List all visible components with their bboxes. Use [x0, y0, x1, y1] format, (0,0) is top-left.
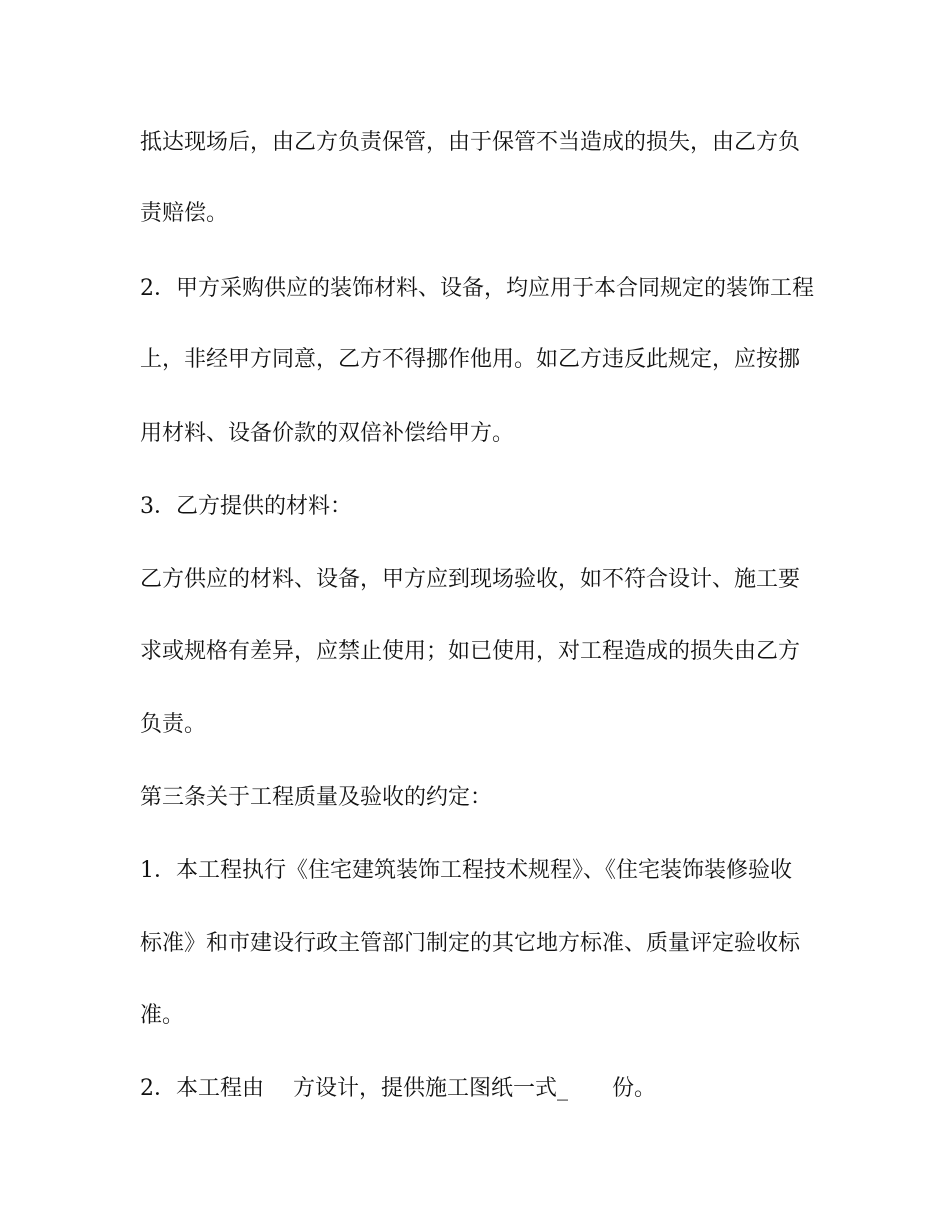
text-line-2: 责赔偿。 [140, 201, 229, 226]
section-heading: 第三条关于工程质量及验收的约定： [140, 785, 493, 810]
text-line-11: 1．本工程执行《住宅建筑装饰工程技术规程》、《住宅装饰装修验收 [140, 858, 792, 883]
text-line-3: 2．甲方采购供应的装饰材料、设备，均应用于本合同规定的装饰工程 [140, 276, 814, 301]
text-line-14: 2．本工程由 方设计，提供施工图纸一式_ 份。 [140, 1076, 656, 1101]
text-line-7: 乙方供应的材料、设备，甲方应到现场验收，如不符合设计、施工要 [140, 567, 801, 592]
text-line-6: 3．乙方提供的材料： [140, 494, 352, 519]
text-line-8: 求或规格有差异，应禁止使用；如已使用，对工程造成的损失由乙方 [140, 639, 801, 664]
text-line-13: 准。 [140, 1003, 185, 1028]
text-line-1: 抵达现场后，由乙方负责保管，由于保管不当造成的损失，由乙方负 [140, 130, 801, 155]
text-line-4: 上，非经甲方同意，乙方不得挪作他用。如乙方违反此规定，应按挪 [140, 347, 801, 372]
text-line-9: 负责。 [140, 712, 207, 737]
text-line-12: 标准》和市建设行政主管部门制定的其它地方标准、质量评定验收标 [140, 931, 801, 956]
text-line-5: 用材料、设备价款的双倍补偿给甲方。 [140, 421, 515, 446]
